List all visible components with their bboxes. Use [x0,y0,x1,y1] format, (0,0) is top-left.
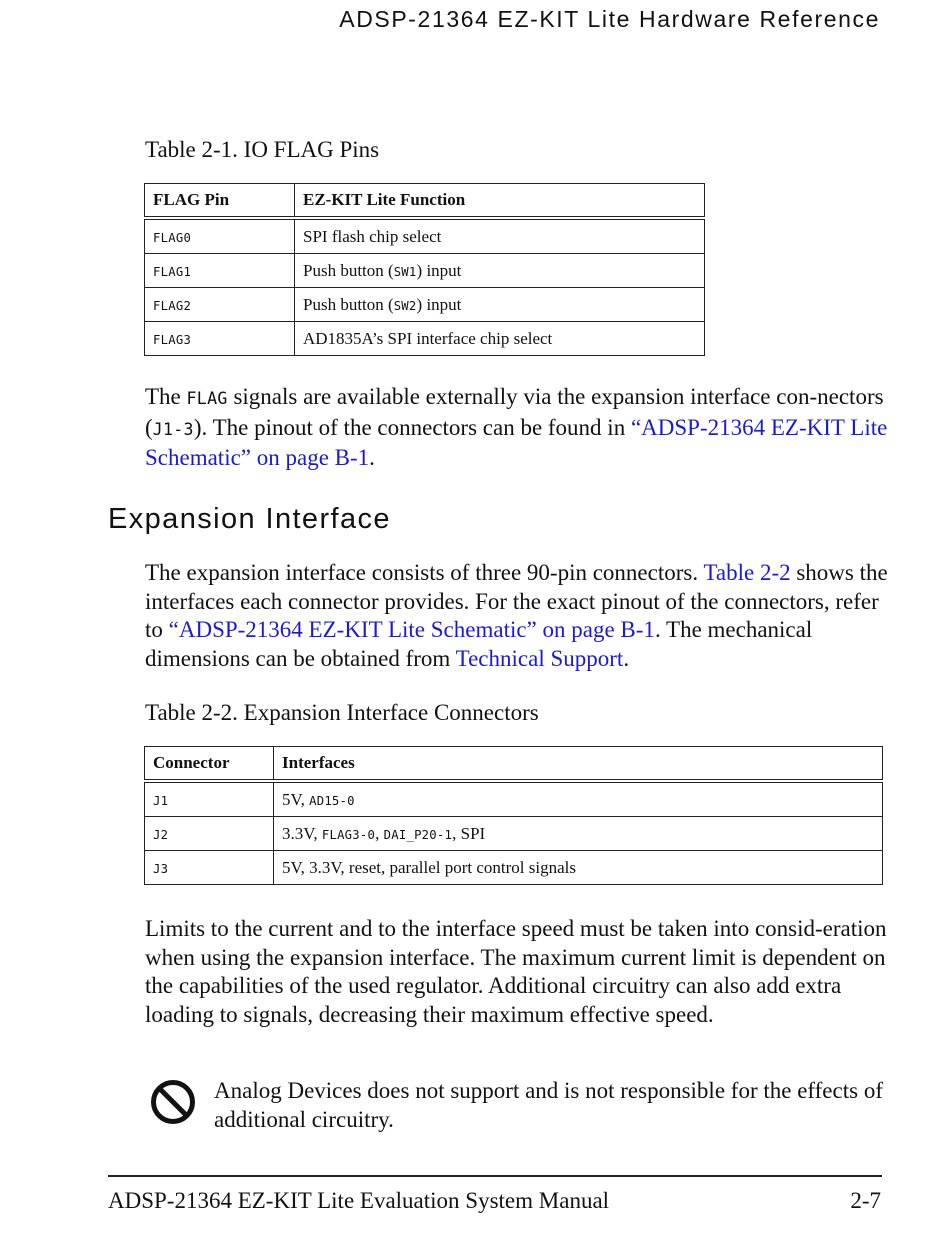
body-text: signals are available externally via the expansion interface con-nectors ( [145,384,884,440]
table-row [145,288,705,322]
table-caption-flag-pins: Table 2-1. IO FLAG Pins [145,137,380,162]
limits-paragraph: Limits to the current and to the interface speed must be taken into consid-eration when using the expansion interface. The maximum current limit is dependent on the capabilities of the used regulator. Additional circuitry can also add extra loading to signals, decreasing their maximum effective speed. [145,916,887,1027]
table-2-2-link[interactable]: Table 2-2 [703,560,791,585]
column-header-function: EZ-KIT Lite Function [295,184,705,219]
connector-code: J3 [153,861,169,876]
prohibited-icon [150,1079,196,1125]
table-row [145,254,705,288]
table-row [145,817,883,851]
function-cell: SPI flash chip select [295,218,705,254]
interfaces-text: , [375,823,384,843]
schematic-link[interactable]: “ADSP-21364 EZ-KIT Lite Schematic” on page B-1 [168,617,655,642]
body-text: shows the interfaces each connector provides. For the exact pinout of the connectors, refer to [145,560,888,642]
column-header-flag-pin: FLAG Pin [145,184,295,219]
flag-pin-code: FLAG3 [153,332,192,347]
function-text: Push button ( [303,260,394,280]
interfaces-text: , SPI [452,823,486,843]
switch-code: SW2 [393,298,417,313]
function-cell [295,288,705,322]
caution-note: Analog Devices does not support and is not responsible for the effects of additional circuitry. [214,1078,883,1132]
table-header-row [145,184,705,219]
footer-manual-title: ADSP-21364 EZ-KIT Lite Evaluation System Manual [108,1188,610,1213]
connector-code: J1 [153,793,169,808]
flag-pin-cell [145,254,295,288]
interfaces-text: 5V, [282,789,310,809]
function-cell [295,254,705,288]
signal-code: FLAG3-0 [321,827,376,842]
function-text: ) input [416,294,462,314]
expansion-connectors-table [144,746,883,885]
connector-code: J2 [153,827,169,842]
table-row [145,851,883,885]
schematic-link[interactable]: “ADSP-21364 EZ-KIT Lite Schematic” on page B-1 [145,414,888,470]
connector-cell [145,781,274,817]
running-header: ADSP-21364 EZ-KIT Lite Hardware Reference [339,6,880,32]
connector-cell [145,817,274,851]
table-caption-expansion-connectors: Table 2-2. Expansion Interface Connectors [145,700,539,725]
interfaces-cell [274,817,883,851]
flag-pin-code: FLAG1 [153,264,192,279]
body-text: ). The pinout of the connectors can be found in [193,414,631,440]
flag-pins-table [144,183,705,356]
table-row [145,781,883,817]
table-row [145,218,705,254]
body-text: . [623,645,630,671]
signal-code: AD15-0 [309,793,355,808]
technical-support-link[interactable]: Technical Support [455,645,624,671]
function-cell: AD1835A’s SPI interface chip select [295,322,705,356]
column-header-interfaces: Interfaces [274,747,883,782]
column-header-connector: Connector [145,747,274,782]
connector-cell [145,851,274,885]
connector-range-code: J1-3 [152,419,194,439]
expansion-intro-paragraph [145,559,890,673]
footer-divider [108,1175,882,1177]
table-header-row [145,747,883,782]
flag-pin-cell [145,288,295,322]
flag-code: FLAG [186,389,228,408]
section-heading: Expansion Interface [108,503,391,535]
flag-pin-code: FLAG0 [153,230,192,245]
function-text: Push button ( [303,294,394,314]
interfaces-cell: 5V, 3.3V, reset, parallel port control signals [274,851,883,885]
interfaces-cell [274,781,883,817]
function-text: ) input [416,260,462,280]
flag-pin-cell [145,322,295,356]
body-text: . The mechanical dimensions can be obtained from [145,617,813,671]
table-row [145,322,705,356]
footer-page-number: 2-7 [850,1188,881,1213]
flag-pin-code: FLAG2 [153,298,192,313]
body-text: The [145,384,187,409]
flag-signals-paragraph [145,383,890,473]
interfaces-text: 3.3V, [282,823,322,843]
flag-pin-cell [145,218,295,254]
body-text: The expansion interface consists of three 90-pin connectors. [145,560,704,585]
signal-code: DAI_P20-1 [383,827,453,842]
switch-code: SW1 [393,264,417,279]
body-text: . [369,445,375,470]
